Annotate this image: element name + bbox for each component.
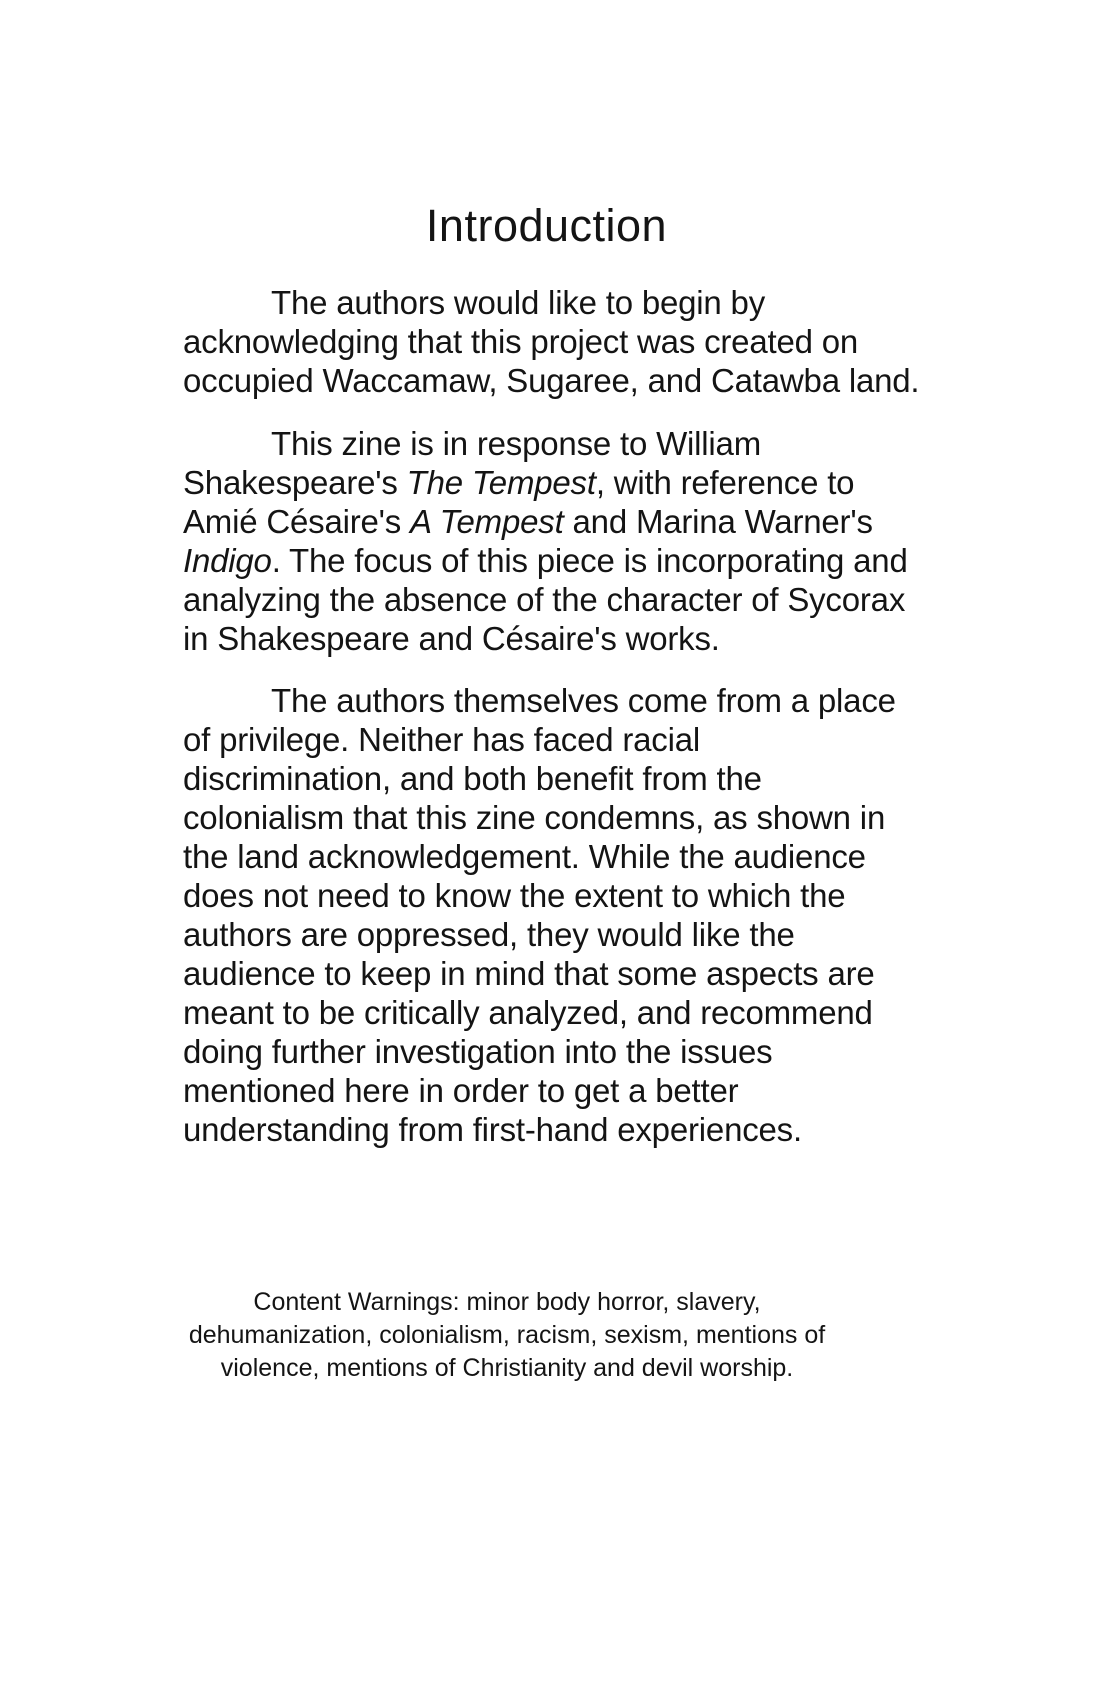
text-segment: . The focus of this piece is incorporating and: [271, 542, 908, 579]
text-line: in Shakespeare and Césaire's works.: [183, 620, 720, 657]
text-line: This zine is in response to William: [271, 425, 761, 462]
text-segment: Amié Césaire's: [183, 503, 411, 540]
text-segment: Shakespeare's: [183, 464, 407, 501]
text-line: analyzing the absence of the character of Sycorax: [183, 581, 906, 618]
text-line: [183, 502, 910, 541]
text-segment: and Marina Warner's: [563, 503, 873, 540]
text-line: occupied Waccamaw, Sugaree, and Catawba land.: [183, 362, 920, 399]
text-line: meant to be critically analyzed, and recommend: [183, 994, 873, 1031]
paragraph-author-positionality: [183, 681, 910, 1149]
paragraph-zine-context: [183, 424, 910, 658]
text-line: the land acknowledgement. While the audience: [183, 838, 866, 875]
paragraph-land-acknowledgement: [183, 283, 920, 400]
page-title: Introduction: [425, 200, 668, 251]
text-line: colonialism that this zine condemns, as shown in: [183, 799, 886, 836]
text-line: discrimination, and both benefit from the: [183, 760, 762, 797]
work-title-indigo: Indigo: [183, 542, 272, 579]
text-line: [183, 541, 910, 580]
content-warning-line: dehumanization, colonialism, racism, sexism, mentions of: [188, 1321, 826, 1349]
content-warning-line: Content Warnings: minor body horror, slavery,: [253, 1288, 761, 1316]
text-segment: , with reference to: [595, 464, 855, 501]
intro-text-column: [183, 200, 920, 1149]
text-line: authors are oppressed, they would like the: [183, 916, 795, 953]
text-line: mentioned here in order to get a better: [183, 1072, 739, 1109]
text-line: acknowledging that this project was created on: [183, 323, 859, 360]
work-title-the-tempest: The Tempest: [406, 464, 596, 501]
content-warning-line: violence, mentions of Christianity and devil worship.: [220, 1354, 794, 1382]
text-line: of privilege. Neither has faced racial: [183, 721, 701, 758]
work-title-a-tempest: A Tempest: [410, 503, 564, 540]
text-line: does not need to know the extent to which the: [183, 877, 846, 914]
text-line: doing further investigation into the issues: [183, 1033, 773, 1070]
text-line: The authors themselves come from a place: [271, 682, 896, 719]
text-line: understanding from first-hand experiences.: [183, 1111, 802, 1148]
text-line: The authors would like to begin by: [271, 284, 766, 321]
text-line: audience to keep in mind that some aspects are: [183, 955, 875, 992]
text-line: [183, 463, 910, 502]
content-warnings: [147, 1286, 867, 1385]
